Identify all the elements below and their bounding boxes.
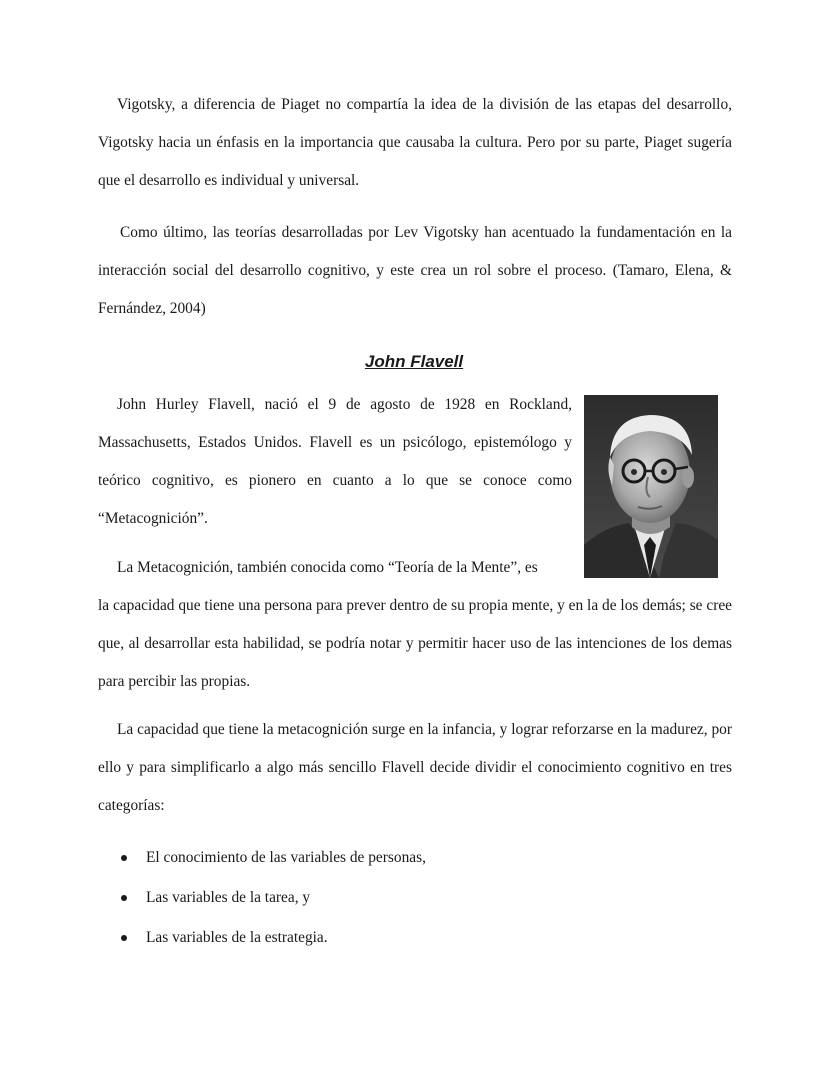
flavell-portrait-photo [584,395,718,578]
section-heading: John Flavell [364,352,464,371]
paragraph-metacognition-capacity: La capacidad que tiene la metacognición surge en la infancia, y lograr reforzarse en la madurez, por ello y para simplificarlo a algo más sencillo Flavell decide dividir el conocimiento cognitivo en tres categorías: [98,721,732,814]
paragraph-vigotsky-conclusion: Como último, las teorías desarrolladas por Lev Vigotsky han acentuado la fundamentación en la interacción social del desarrollo cognitivo, y este crea un rol sobre el proceso. (Tamaro, Elena, & Fernández, 2004) [98,224,732,317]
bullet-icon [121,855,127,861]
list-item-text: Las variables de la tarea, y [146,889,311,906]
list-item [98,918,732,958]
list-item [98,838,732,878]
paragraph-metacognition-start: La Metacognición, también conocida como “Teoría de la Mente”, es [117,559,538,576]
paragraph-vigotsky-piaget: Vigotsky, a diferencia de Piaget no compartía la idea de la división de las etapas del desarrollo, Vigotsky hacia un énfasis en la importancia que causaba la cultura. Pero por su parte, Piaget sugería que el desarrollo es individual y universal. [98,96,732,189]
paragraph-flavell-bio: John Hurley Flavell, nació el 9 de agosto de 1928 en Rockland, Massachusetts, Estados Unidos. Flavell es un psicólogo, epistemólogo y teórico cognitivo, es pionero en cuanto a lo que se conoce como “Metacognición”. [98,396,572,527]
bullet-icon [121,895,127,901]
categories-list [98,838,732,958]
list-item [98,878,732,918]
paragraph-metacognition-continued: la capacidad que tiene una persona para prever dentro de su propia mente, y en la de los demás; se cree que, al desarrollar esta habilidad, se podría notar y permitir hacer uso de las intenciones de los demas para percibir las propias. [98,597,732,690]
list-item-text: Las variables de la estrategia. [146,929,328,946]
bullet-icon [121,935,127,941]
list-item-text: El conocimiento de las variables de personas, [146,849,426,866]
